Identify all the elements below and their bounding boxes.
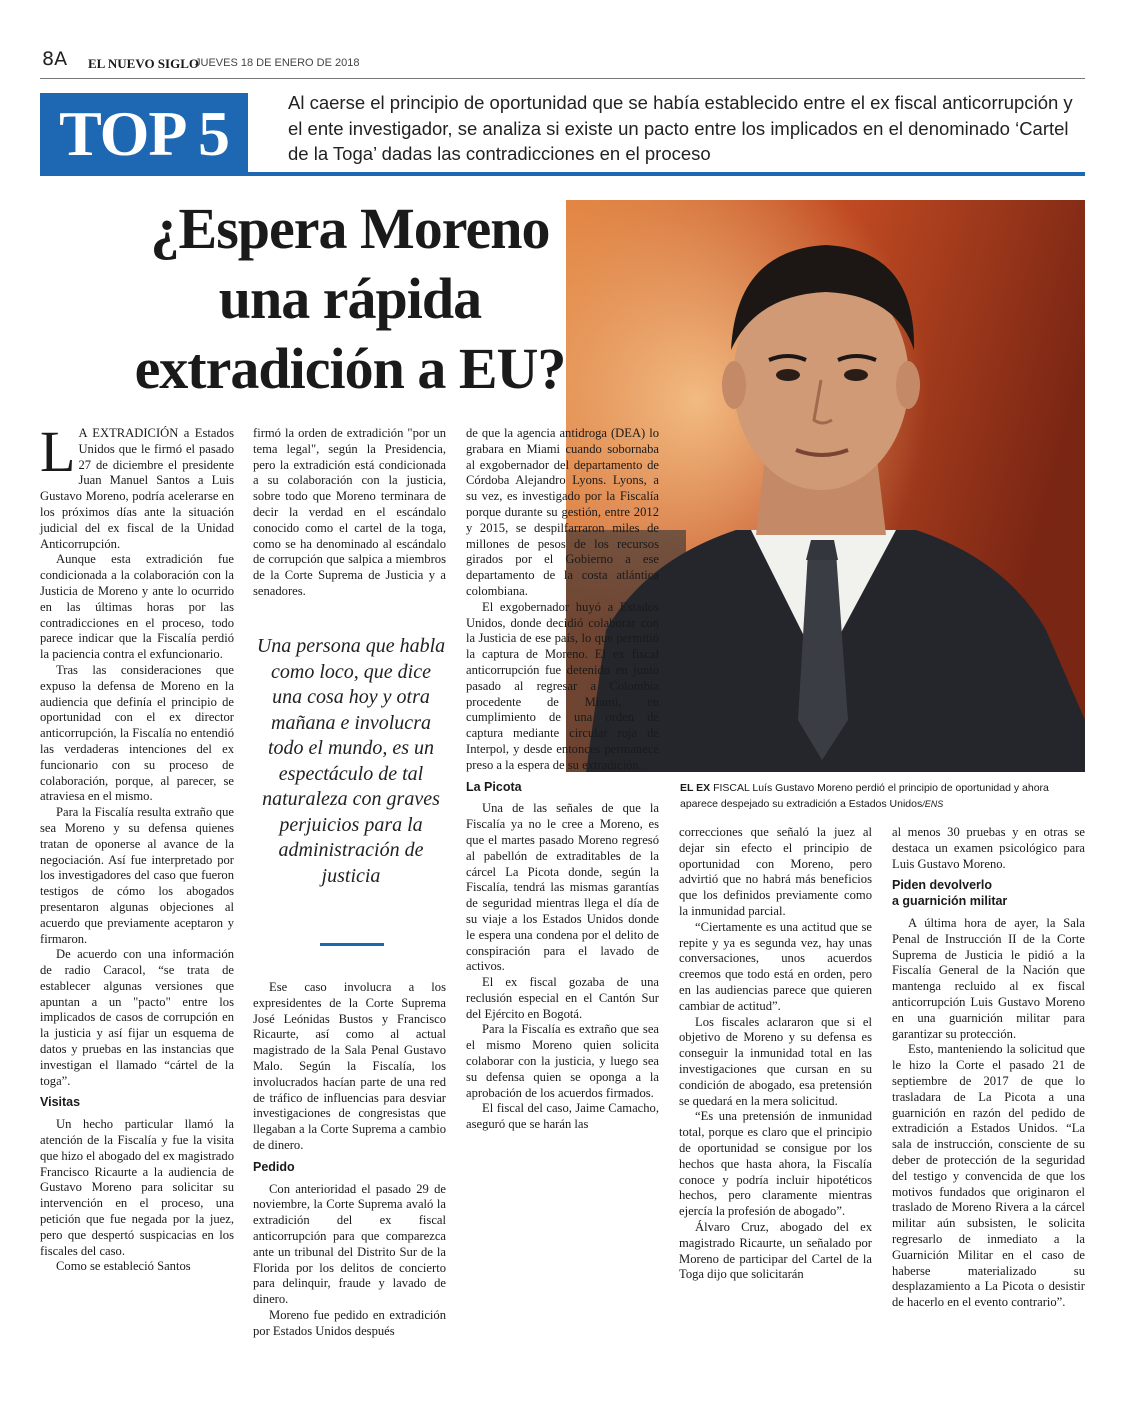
paragraph: al menos 30 pruebas y en otras se destaca un examen psicológico para Luis Gustavo Moreno. — [892, 825, 1085, 871]
section-label: TOP 5 — [59, 98, 229, 169]
dateline: JUEVES 18 DE ENERO DE 2018 — [195, 57, 360, 69]
photo-credit: /ENS — [922, 799, 944, 809]
paragraph: Ese caso involucra a los expresidentes de la Corte Suprema José Leónidas Bustos y Francisco Ricaurte, así como al actual magistrado de la Sala Penal Gustavo Malo. Según la Fiscalía, los involucrados hacían parte de una red de tráfico de influencias para desviar investigaciones de congresistas que llegaban a la Corte Suprema a cambio de dinero. — [253, 980, 446, 1152]
paragraph: El fiscal del caso, Jaime Camacho, aseguró que se harán las — [466, 1101, 659, 1132]
paragraph: Una de las señales de que la Fiscalía ya no le cree a Moreno, es que el martes pasado Moreno regresó al pabellón de extraditables de la cárcel La Picota donde, según la Fiscalía, tendrá las mismas garantías de seguridad mientras llega el día de su viaje a los Estados Unidos donde le espera una condena por el delito de conspiración para el lavado de activos. — [466, 801, 659, 974]
paragraph: Aunque esta extradición fue condicionada a la colaboración con la Justicia de Moreno y ante lo ocurrido en las últimas horas por las contradicciones en el proceso, todo parece indicar que la Fiscalía perdió la paciencia contra el exfuncionario. — [40, 552, 234, 662]
drop-cap: L — [40, 419, 76, 484]
article-column-1 — [40, 419, 234, 1275]
caption-lead: EL EX — [680, 782, 711, 794]
lead-paragraph — [40, 419, 234, 552]
photo-caption — [680, 780, 1085, 812]
paragraph: firmó la orden de extradición "por un tema legal", según la Presidencia, pero la extradición está condicionada a su colaboración con la justicia, sobre todo que Moreno terminara de decir la verdad en el escándalo conocido como el cartel de la toga, como se ha denominado al escándalo de corrupción que salpica a miembros de la Corte Suprema de Justicia y a senadores. — [253, 426, 446, 598]
pull-quote-rule — [320, 943, 384, 946]
paragraph: Esto, manteniendo la solicitud que le hizo la Corte el pasado 21 de septiembre de 2017 de que lo trasladara de La Picota a una guarnición en razón del pedido de extradición a Estados Unidos. “La sala de instrucción, consciente de su deber de protección de la seguridad del testigo y convencida de que los motivos fundados que originaron el traslado de Moreno Rivera a la cárcel militar aún subsisten, le solicita regresarlo de inmediato a la Guarnición Militar en el caso de haberse materializado su desplazamiento a La Picota o desistir de hacerlo en el evento contrario”. — [892, 1042, 1085, 1310]
page-number: 8A — [42, 48, 68, 70]
paragraph: de que la agencia antidroga (DEA) lo grabara en Miami cuando sobornaba al exgobernador del departamento de Córdoba Alejandro Lyons. Lyons, a su vez, es investigado por la Fiscalía porque durante su gestión, entre 2012 y 2015, se despilfarraron miles de millones de pesos de los recursos girados por el Gobierno a ese departamento de la costa atlántica colombiana. — [466, 426, 659, 598]
article-column-3 — [466, 426, 659, 1133]
article-column-5 — [892, 825, 1085, 1311]
paragraph: “Ciertamente es una actitud que se repite y ya es segunda vez, hay unas conversaciones, unos acuerdos creemos que todo está en orden, pero en las audiencias parece que quieren cambiar de actitud”. — [679, 919, 872, 1013]
paragraph: Álvaro Cruz, abogado del ex magistrado Ricaurte, un señalado por Moreno de participar del Cartel de la Toga dijo que solicitarán — [679, 1219, 872, 1282]
pull-quote: Una persona que habla como loco, que dice una cosa hoy y otra mañana e involucra todo el mundo, es un espectáculo de tal naturaleza con graves perjuicios para la administración de justicia — [256, 635, 446, 887]
subhead-la-picota: La Picota — [466, 779, 522, 794]
article-column-2-lower — [253, 980, 446, 1340]
paragraph: “Es una pretensión de inmunidad total, porque es claro que el principio de oportunidad se consigue por los hechos que hasta ahora, la Fiscalía conoce y podría incluir hipotéticos hechos, pero claramente mientras ejercía la profesión de abogado”. — [679, 1109, 872, 1219]
subhead-pedido: Pedido — [253, 1159, 295, 1174]
paragraph: Los fiscales aclararon que si el objetivo de Moreno y su defensa es conseguir la inmunidad total en las investigaciones que cursan en su condición de abogado, esa pretensión se quedará en la mera solicitud. — [679, 1014, 872, 1108]
paragraph: De acuerdo con una información de radio Caracol, “se trata de establecer algunas versiones que apuntan a un "pacto" entre los implicados de casos de corrupción en la justicia y así fijar un esquema de datos y pruebas en las instancias que investigan el llamado “cártel de la toga”. — [40, 947, 234, 1088]
paragraph: Un hecho particular llamó la atención de la Fiscalía y fue la visita que hizo el abogado del ex magistrado Francisco Ricaurte a la audiencia de Gustavo Moreno para solicitar su intervención en el proceso, una petición que fue negada por la juez, pero que despertó suspicacias en los fiscales del caso. — [40, 1117, 234, 1258]
subhead-guarnicion-militar: a guarnición militar — [892, 894, 1008, 909]
paragraph: El exgobernador huyó a Estados Unidos, donde decidió colaborar con la Justicia de ese país, lo que permitió la captura de Moreno. El ex fiscal anticorrupción fue detenido en junio pasado al regresar a Colombia procedente de Miami, en cumplimiento de una orden de captura mediante circular roja de Interpol, y desde entonces permanece preso a la espera de su extradición. — [466, 599, 659, 772]
paragraph: Para la Fiscalía resulta extraño que sea Moreno y su defensa quienes tratan de oponerse al avance de la negociación. Así fue interpretado por los investigadores del caso que fueron testigos de cómo los abogados presentaron algunas objeciones al acuerdo que previamente aceptaron y firmaron. — [40, 805, 234, 946]
deck-text: Al caerse el principio de oportunidad que se había establecido entre el ex fiscal anticorrupción y el ente investigador, se analiza si existe un pacto entre los implicados en el denominado ‘Cartel de la Toga’ dadas las contradicciones en el proceso — [288, 92, 1073, 164]
article-column-2 — [253, 426, 446, 600]
paragraph: Con anterioridad el pasado 29 de noviembre, la Corte Suprema avaló la extradición del ex fiscal anticorrupción para que comparezca ante un tribunal del Distrito Sur de la Florida por los delitos de concierto para delinquir, fraude y lavado de dinero. — [253, 1181, 446, 1307]
paragraph: Tras las consideraciones que expuso la defensa de Moreno en la audiencia que definía el principio de oportunidad con el ex director anticorrupción, la Fiscalía no entendió las verdaderas intenciones del ex funcionario con su proceso de colaboración, porque, al parecer, se atraviesa en el mismo. — [40, 662, 234, 804]
paragraph: A última hora de ayer, la Sala Penal de Instrucción II de la Corte Suprema de Justicia le pidió a la Fiscalía General de la Nación que mantenga recluido al ex fiscal anticorrupción Luis Gustavo Moreno en una guarnición militar para garantizar su protección. — [892, 915, 1085, 1041]
article-column-4 — [679, 825, 872, 1283]
headline — [110, 194, 590, 404]
paper-name: EL NUEVO SIGLO — [88, 56, 199, 71]
headline-line-3: extradición a EU? — [134, 336, 566, 401]
caption-lead-2: FISCAL — [710, 782, 750, 794]
subhead-visitas: Visitas — [40, 1095, 81, 1110]
caption-text: Luís Gustavo Moreno perdió el principio de oportunidad y ahora aparece despejado su extradición a Estados Unidos — [680, 782, 1049, 810]
section-rule — [248, 172, 1085, 176]
headline-line-2: una rápida — [218, 266, 482, 331]
paragraph: Como se estableció Santos — [56, 1259, 191, 1274]
paragraph: El ex fiscal gozaba de una reclusión especial en el Cantón Sur del Ejército en Bogotá. — [466, 975, 659, 1021]
paragraph: Moreno fue pedido en extradición por Estados Unidos después — [253, 1307, 446, 1338]
subhead-piden-devolverlo: Piden devolverlo — [892, 878, 993, 893]
paragraph: Para la Fiscalía es extraño que sea el mismo Moreno quien solicita colaborar con la justicia, y luego sea su defensa quien se oponga a la aprobación de los acuerdos firmados. — [466, 1022, 659, 1100]
lead-paragraph-text: A EXTRADICIÓN a Estados Unidos que le firmó el pasado 27 de diciembre el presidente Juan Manuel Santos a Luis Gustavo Moreno, podría acelerarse en los próximos días ante la situación judicial del ex fiscal de la Unidad Anticorrupción. — [40, 426, 234, 551]
paragraph: correcciones que señaló la juez al dejar sin efecto el principio de oportunidad con Moreno, pero advirtió que no habrá más beneficios que los definidos previamente como la inmunidad parcial. — [679, 825, 872, 918]
masthead — [40, 50, 1085, 79]
section-label-box — [40, 93, 248, 176]
headline-line-1: ¿Espera Moreno — [150, 196, 550, 261]
